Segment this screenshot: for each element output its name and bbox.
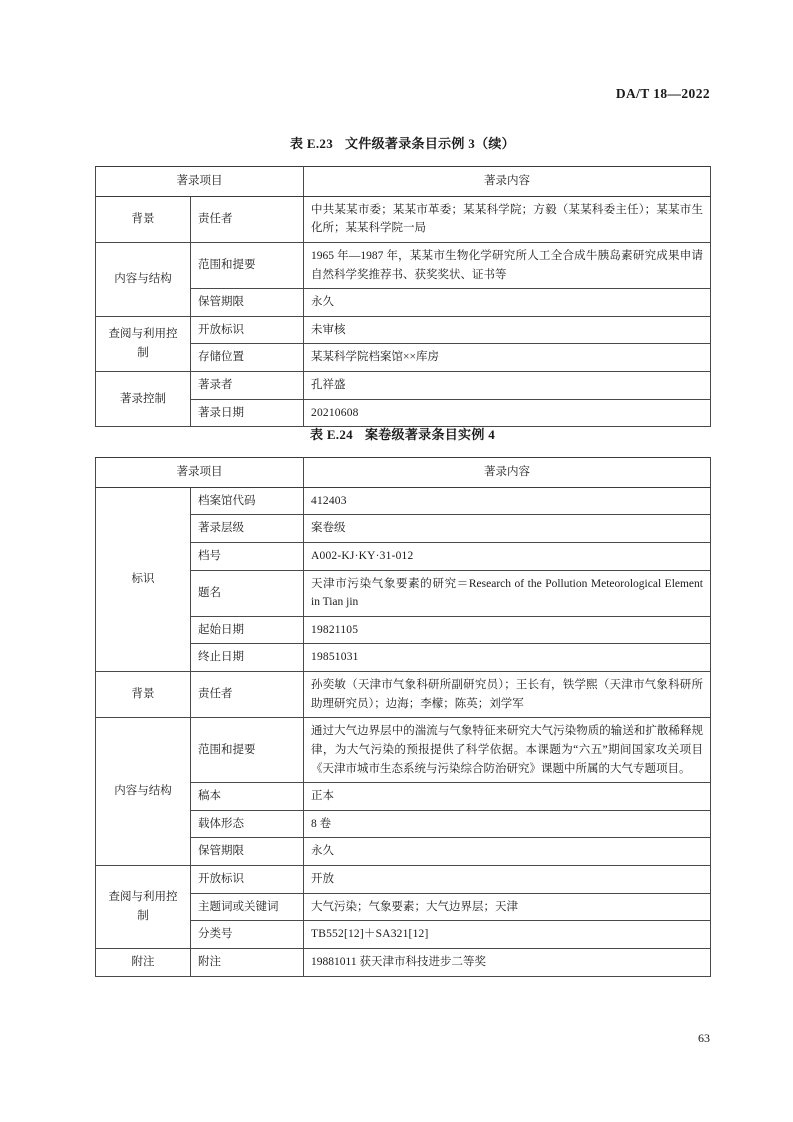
content-cell: 412403 xyxy=(304,487,711,515)
item-cell: 著录者 xyxy=(191,372,304,400)
table-row xyxy=(96,866,711,894)
table-caption-title: 文件级著录条目示例 3（续） xyxy=(345,136,515,151)
category-cell: 背景 xyxy=(96,672,191,718)
column-header-item: 著录项目 xyxy=(96,167,304,197)
table-row xyxy=(96,487,711,515)
table-caption-label: 表 E.23 xyxy=(290,136,334,151)
item-cell: 存储位置 xyxy=(191,344,304,372)
table-row xyxy=(96,948,711,976)
table-block-e23 xyxy=(95,133,710,427)
table-row xyxy=(96,372,711,400)
table-row xyxy=(96,242,711,288)
item-cell: 范围和提要 xyxy=(191,718,304,783)
item-cell: 档案馆代码 xyxy=(191,487,304,515)
content-cell: 天津市污染气象要素的研究＝Research of the Pollution Meteorological Element in Tian jin xyxy=(304,570,711,616)
content-cell: 8 卷 xyxy=(304,810,711,838)
description-table-e23 xyxy=(95,166,711,427)
category-cell: 查阅与利用控制 xyxy=(96,316,191,371)
content-cell: 20210608 xyxy=(304,399,711,427)
content-cell: 19881011 获天津市科技进步二等奖 xyxy=(304,948,711,976)
content-cell: 孔祥盛 xyxy=(304,372,711,400)
column-header-content: 著录内容 xyxy=(304,167,711,197)
category-cell: 著录控制 xyxy=(96,372,191,427)
item-cell: 起始日期 xyxy=(191,616,304,644)
item-cell: 保管期限 xyxy=(191,289,304,317)
table-caption-e23 xyxy=(95,133,710,152)
table-header-row xyxy=(96,167,711,197)
item-cell: 分类号 xyxy=(191,921,304,949)
item-cell: 保管期限 xyxy=(191,838,304,866)
content-cell: 永久 xyxy=(304,838,711,866)
table-body-e24 xyxy=(96,487,711,976)
category-cell: 内容与结构 xyxy=(96,242,191,316)
item-cell: 附注 xyxy=(191,948,304,976)
content-cell: 大气污染；气象要素；大气边界层；天津 xyxy=(304,893,711,921)
category-cell: 附注 xyxy=(96,948,191,976)
column-header-item: 著录项目 xyxy=(96,458,304,488)
category-cell: 标识 xyxy=(96,487,191,671)
table-body-e23 xyxy=(96,196,711,427)
content-cell: 正本 xyxy=(304,783,711,811)
item-cell: 著录层级 xyxy=(191,515,304,543)
table-caption-title: 案卷级著录条目实例 4 xyxy=(364,427,496,442)
table-caption-label: 表 E.24 xyxy=(309,427,353,442)
content-cell: 某某科学院档案馆××库房 xyxy=(304,344,711,372)
item-cell: 档号 xyxy=(191,542,304,570)
item-cell: 主题词或关键词 xyxy=(191,893,304,921)
column-header-content: 著录内容 xyxy=(304,458,711,488)
table-row xyxy=(96,196,711,242)
table-block-e24 xyxy=(95,424,710,977)
content-cell: 未审核 xyxy=(304,316,711,344)
standard-number-header: DA/T 18—2022 xyxy=(615,86,710,101)
content-cell: 永久 xyxy=(304,289,711,317)
table-row xyxy=(96,316,711,344)
item-cell: 著录日期 xyxy=(191,399,304,427)
content-cell: TB552[12]＋SA321[12] xyxy=(304,921,711,949)
content-cell: 中共某某市委；某某市革委；某某科学院；方毅（某某科委主任）；某某市生化所；某某科学院一局 xyxy=(304,196,711,242)
item-cell: 题名 xyxy=(191,570,304,616)
content-cell: 19851031 xyxy=(304,644,711,672)
description-table-e24 xyxy=(95,457,711,977)
item-cell: 责任者 xyxy=(191,672,304,718)
item-cell: 稿本 xyxy=(191,783,304,811)
category-cell: 背景 xyxy=(96,196,191,242)
content-cell: 开放 xyxy=(304,866,711,894)
content-cell: 案卷级 xyxy=(304,515,711,543)
content-cell: 孙奕敏（天津市气象科研所副研究员）；王长有，铁学熙（天津市气象科研所助理研究员）；边海；李檬；陈英；刘学军 xyxy=(304,672,711,718)
table-row xyxy=(96,672,711,718)
item-cell: 开放标识 xyxy=(191,316,304,344)
content-cell: 19821105 xyxy=(304,616,711,644)
item-cell: 终止日期 xyxy=(191,644,304,672)
page-number: 63 xyxy=(698,1031,710,1045)
item-cell: 责任者 xyxy=(191,196,304,242)
table-header-row xyxy=(96,458,711,488)
item-cell: 开放标识 xyxy=(191,866,304,894)
content-cell: 1965 年—1987 年，某某市生物化学研究所人工全合成牛胰岛素研究成果申请自然科学奖推荐书、获奖奖状、证书等 xyxy=(304,242,711,288)
category-cell: 查阅与利用控制 xyxy=(96,866,191,949)
table-caption-e24 xyxy=(95,424,710,443)
table-row xyxy=(96,718,711,783)
content-cell: A002-KJ·KY·31-012 xyxy=(304,542,711,570)
category-cell: 内容与结构 xyxy=(96,718,191,866)
content-cell: 通过大气边界层中的湍流与气象特征来研究大气污染物质的输送和扩散稀释规律，为大气污染的预报提供了科学依据。本课题为“六五”期间国家攻关项目《天津市城市生态系统与污染综合防治研究》课题中所属的大气专题项目。 xyxy=(304,718,711,783)
item-cell: 范围和提要 xyxy=(191,242,304,288)
item-cell: 载体形态 xyxy=(191,810,304,838)
